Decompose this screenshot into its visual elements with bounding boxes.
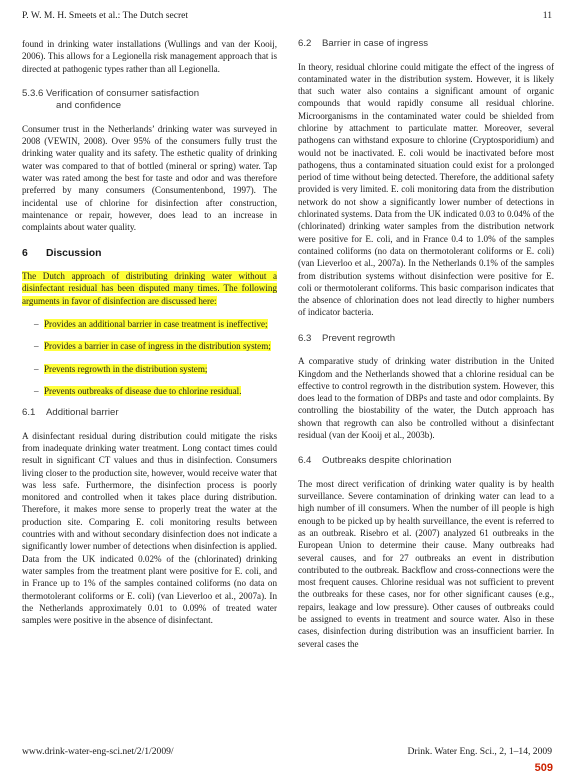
section-title-continued: and confidence (56, 100, 122, 112)
section-heading-6-2 (298, 38, 554, 51)
section-number: 6.4 (298, 455, 312, 467)
section-heading-5-3-6 (22, 88, 277, 113)
section-number: 6.3 (298, 332, 312, 344)
running-header (22, 10, 552, 21)
left-column (22, 38, 277, 626)
section-title: Additional barrier (46, 407, 119, 419)
section-heading-6-1 (22, 407, 277, 420)
paragraph: found in drinking water installations (Wullings and van der Kooij, 2006). This allows for a Legionella risk management approach that is directed at pathogenic types rather than all Legionella. (22, 39, 277, 74)
section-title: Outbreaks despite chlorination (322, 455, 452, 467)
section-title: Discussion (46, 247, 102, 259)
page-footer (22, 746, 552, 757)
list-item: – Provides a barrier in case of ingress in the distribution system; (34, 341, 271, 352)
running-title: P. W. M. H. Smeets et al.: The Dutch secret (22, 10, 189, 21)
journal-page-number: 509 (534, 762, 553, 774)
right-column (298, 38, 554, 650)
section-number: 6.1 (22, 407, 36, 419)
section-heading-6-4 (298, 455, 554, 468)
section-heading-6-3 (298, 333, 554, 346)
paragraph: A disinfectant residual during distribution could mitigate the risks from inadequate drinking water treatment. Long contact times could result in significant CT values and thus in disinfection. Consumers living closer to the production site, however, would receive water that was less safe. Furthermore, the disinfection process is poorly monitored and controlled when it takes place during distribution. Therefore, it makes more sense to properly treat the water at the production site. Comparing E. coli monitoring results between countries with and without secondary disinfection does not indicate a significantly lower number of detections when disinfection is applied. Data from the UK indicated 0.02% of the (chlorinated) drinking water samples from the treatment plant were positive for E. coli, and in France up to 1% of the samples contained coliforms (no data on thermotolerant coliforms or E. coli) (van Lieverloo et al., 2007a). In the Netherlands approximately 0.01 to 0.09% of treated water samples were positive in the absence of disinfectant. (22, 430, 277, 626)
section-title: Verification of consumer satisfaction (46, 87, 200, 99)
footer-url: www.drink-water-eng-sci.net/2/1/2009/ (22, 746, 174, 757)
list-item: – Prevents outbreaks of disease due to chlorine residual. (34, 385, 242, 396)
footer-citation: Drink. Water Eng. Sci., 2, 1–14, 2009 (407, 746, 552, 757)
highlighted-text: The Dutch approach of distributing drinking water without a disinfectant residual has been disputed many times. The following arguments in favor of disinfection are discussed here: (22, 271, 277, 306)
section-number: 5.3.6 (22, 87, 44, 99)
highlighted-paragraph (22, 270, 277, 307)
paragraph: The most direct verification of drinking water quality is by health surveillance. Severe contamination of drinking water can lead to a high number of ill consumers. When the number of ill people is high enough to be picked up by health surveillance, the event is referred to as an outbreak. Risebro et al. (2007) analyzed 61 outbreaks in the European Union to determine their cause. Many outbreaks had several causes, and for 27 outbreaks an event in distribution contributed to the outbreak. Backflow and cross-connections were the most frequent causes. Chlorine residual was not sufficient to prevent the outbreaks for these cases, nor for other significant causes (e.g., repairs, leakage and low pressure). Other causes of outbreaks could be assigned to events in treatment and source water. Also in these cases, disinfection during distribution was an insufficient barrier. In several cases the (298, 478, 554, 649)
section-heading-6 (22, 248, 277, 261)
highlighted-text: Provides a barrier in case of ingress in the distribution system; (44, 341, 271, 352)
paragraph: Consumer trust in the Netherlands’ drinking water was surveyed in 2008 (VEWIN, 2008). Over 95% of the consumers fully trust the drinking water quality and its safety. The esthetic quality of drinking water was compared to that of bottled (mineral or spring) water. Tap water was rated among the best for taste and odor and was therefore preferred by many consumers (Consumentenbond, 1997). The incidental use of chlorine for disinfection after construction, maintenance or repair, however, does lead to an increase in complaints about water quality. (22, 123, 277, 233)
highlighted-text: Prevents regrowth in the distribution system; (44, 363, 208, 374)
paragraph: In theory, residual chlorine could mitigate the effect of the ingress of contaminated water in the distribution system. However, it is likely that such water also contains a significant amount of organic compounds that would rapidly consume all residual chlorine. Microorganisms in the contaminated water could be shielded from chlorine by attachment to particulate matter. Moreover, several pathogens can withstand exposure to chlorine (Cryptosporidium) and would not be inactivated. E. coli would be inactivated before most pathogens, thus a contaminated situation could exist for a prolonged period of time without being detected. Therefore, the additional safety provided is very limited. E. coli monitoring data from the distribution network do not show a significantly lower number of detections in chlorinated systems. Data from the UK indicated 0.03 to 0.04% of the (chlorinated) drinking water samples from the distribution network were positive for E. coli, and in France 0.4 to 1.0% of the samples contained coliforms (no data on thermotolerant coliforms or E. coli) (van Lieverloo et al., 2007a). In the Netherlands 0.1% of the samples from distribution systems without disinfection were positive for E. coli or thermotolerant coliforms. This basic comparison indicates that the absence of chlorination does not lead directly to higher numbers of indicator bacteria. (298, 61, 554, 318)
list-item: – Prevents regrowth in the distribution system; (34, 363, 208, 374)
section-number: 6.2 (298, 38, 312, 49)
paragraph: A comparative study of drinking water distribution in the United Kingdom and the Netherlands showed that a chlorine residual can be effective to control regrowth in the distribution system. However, this does lead to the formation of DBPs and taste and odor complaints. By controlling the biostability of the water, the Dutch approach has shown that regrowth can also be controlled without a disinfectant residual (van der Kooij et al., 2003b). (298, 356, 554, 441)
header-page-number: 11 (542, 10, 552, 21)
highlighted-text: Provides an additional barrier in case treatment is ineffective; (44, 318, 268, 329)
list-item: – Provides an additional barrier in case treatment is ineffective; (34, 318, 268, 329)
section-number: 6 (22, 247, 28, 259)
highlighted-text: Prevents outbreaks of disease due to chlorine residual. (44, 385, 242, 396)
section-title: Prevent regrowth (322, 332, 396, 344)
argument-list (22, 318, 277, 397)
section-title: Barrier in case of ingress (322, 38, 429, 49)
